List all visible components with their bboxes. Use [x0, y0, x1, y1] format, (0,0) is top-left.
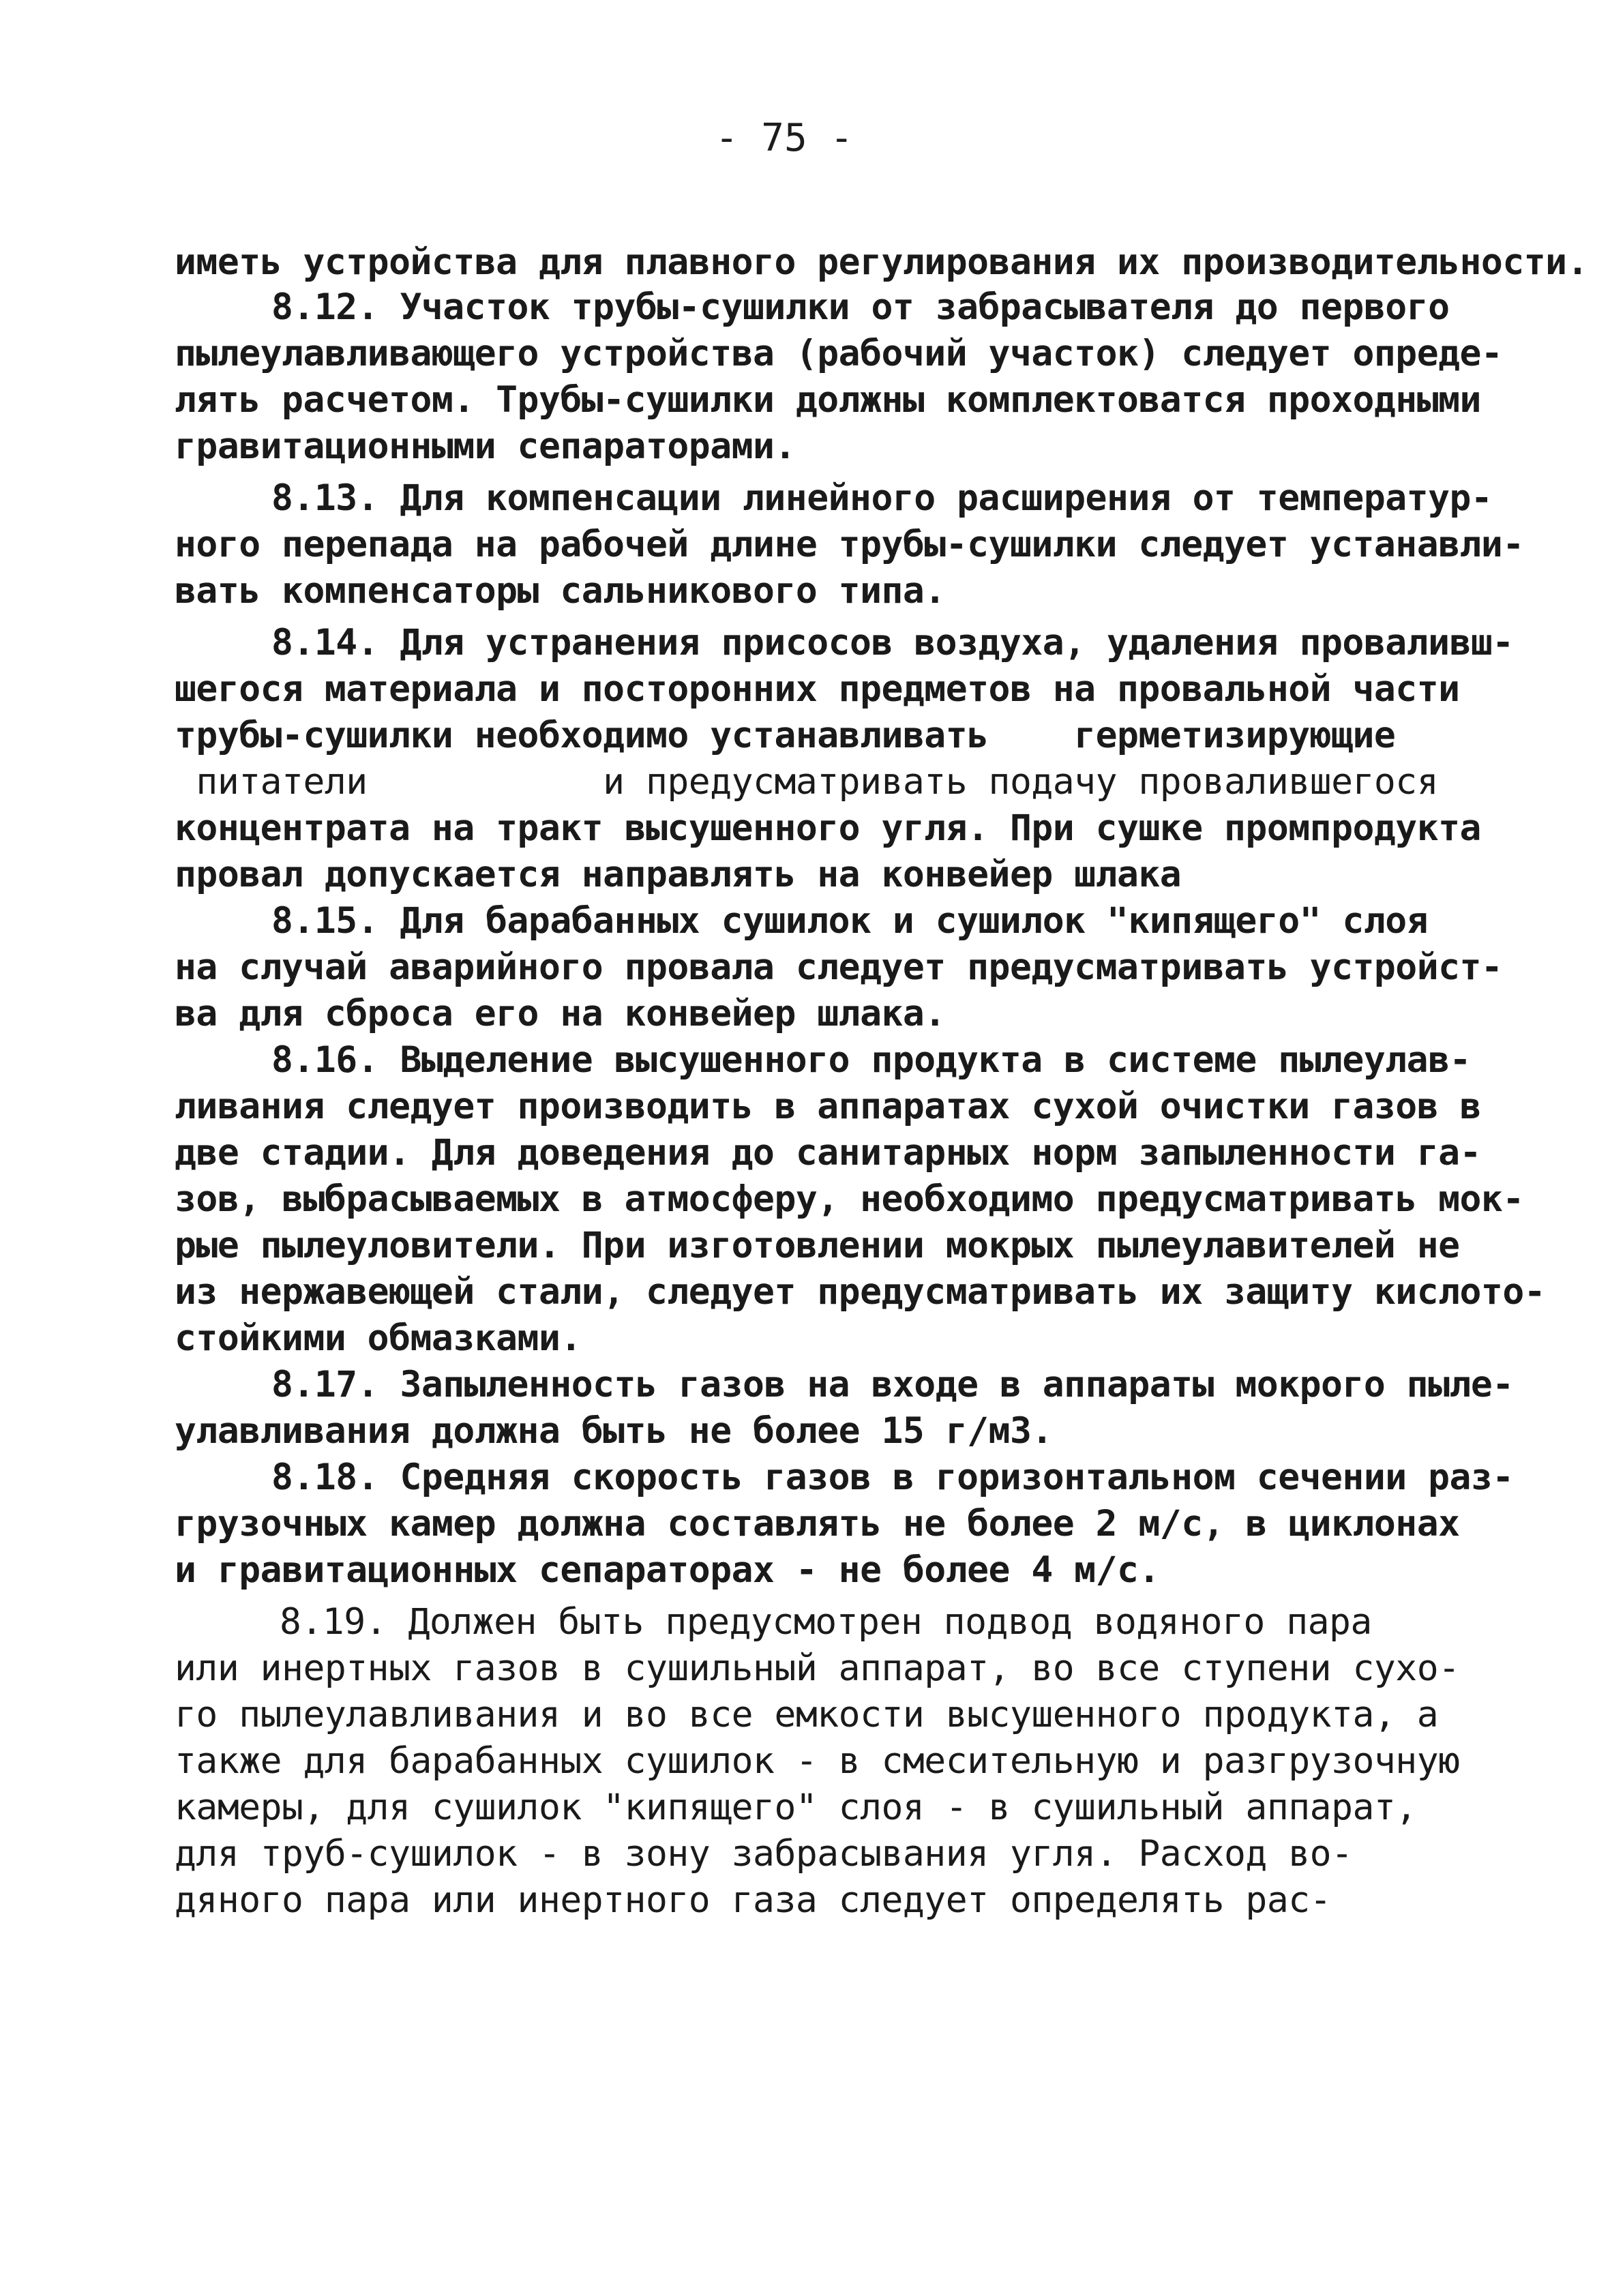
- text-line: дяного пара или инертного газа следует определять рас-: [175, 1879, 1332, 1921]
- text-line: 8.13. Для компенсации линейного расширения от температур-: [271, 477, 1493, 519]
- text-line: 8.17. Запыленность газов на входе в аппараты мокрого пыле-: [271, 1364, 1514, 1405]
- text-line: 8.12. Участок трубы-сушилки от забрасывателя до первого: [271, 286, 1450, 328]
- text-line: го пылеулавливания и во все емкости высушенного продукта, а: [175, 1694, 1439, 1735]
- text-line: пылеулавливающего устройства (рабочий участок) следует опреде-: [175, 333, 1503, 374]
- text-line: на случай аварийного провала следует предусматривать устройст-: [175, 946, 1503, 988]
- text-line: также для барабанных сушилок - в смесительную и разгрузочную: [175, 1740, 1460, 1782]
- text-line: для труб-сушилок - в зону забрасывания угля. Расход во-: [175, 1833, 1353, 1875]
- text-line: улавливания должна быть не более 15 г/м3.: [175, 1410, 1053, 1452]
- text-line: стойкими обмазками.: [175, 1317, 582, 1359]
- text-line: шегося материала и посторонних предметов на провальной части: [175, 668, 1460, 710]
- text-line: трубы-сушилки необходимо устанавливать герметизирующие: [175, 715, 1396, 756]
- text-line: или инертных газов в сушильный аппарат, во все ступени сухо-: [175, 1648, 1460, 1689]
- text-line: питатели и предусматривать подачу провалившегося: [175, 761, 1439, 803]
- text-line: ливания следует производить в аппаратах сухой очистки газов в: [175, 1086, 1481, 1127]
- text-line: зов, выбрасываемых в атмосферу, необходимо предусматривать мок-: [175, 1178, 1524, 1220]
- page-number: - 75 -: [715, 116, 854, 160]
- text-line: 8.15. Для барабанных сушилок и сушилок "кипящего" слоя: [271, 900, 1429, 942]
- text-line: 8.14. Для устранения присосов воздуха, удаления проваливш-: [271, 622, 1514, 664]
- text-line: и гравитационных сепараторах - не более 4 м/с.: [175, 1549, 1160, 1591]
- text-line: ва для сброса его на конвейер шлака.: [175, 993, 946, 1034]
- text-line: иметь устройства для плавного регулирования их производительности.: [175, 241, 1588, 283]
- text-line: 8.19. Должен быть предусмотрен подвод водяного пара: [280, 1601, 1372, 1643]
- text-line: из нержавеющей стали, следует предусматривать их защиту кислото-: [175, 1271, 1546, 1313]
- text-line: гравитационными сепараторами.: [175, 426, 796, 467]
- text-line: 8.16. Выделение высушенного продукта в системе пылеулав-: [271, 1039, 1471, 1081]
- text-line: вать компенсаторы сальникового типа.: [175, 570, 946, 612]
- text-line: провал допускается направлять на конвейер шлака: [175, 854, 1182, 895]
- text-line: грузочных камер должна составлять не более 2 м/с, в циклонах: [175, 1503, 1460, 1545]
- text-line: камеры, для сушилок "кипящего" слоя - в сушильный аппарат,: [175, 1787, 1417, 1828]
- text-line: рые пылеуловители. При изготовлении мокрых пылеулавителей не: [175, 1225, 1460, 1266]
- text-line: 8.18. Средняя скорость газов в горизонтальном сечении раз-: [271, 1457, 1514, 1498]
- text-line: ного перепада на рабочей длине трубы-сушилки следует устанавли-: [175, 524, 1524, 565]
- text-line: лять расчетом. Трубы-сушилки должны комплектоватся проходными: [175, 379, 1481, 421]
- text-line: две стадии. Для доведения до санитарных норм запыленности га-: [175, 1132, 1481, 1174]
- text-line: концентрата на тракт высушенного угля. При сушке промпродукта: [175, 807, 1481, 849]
